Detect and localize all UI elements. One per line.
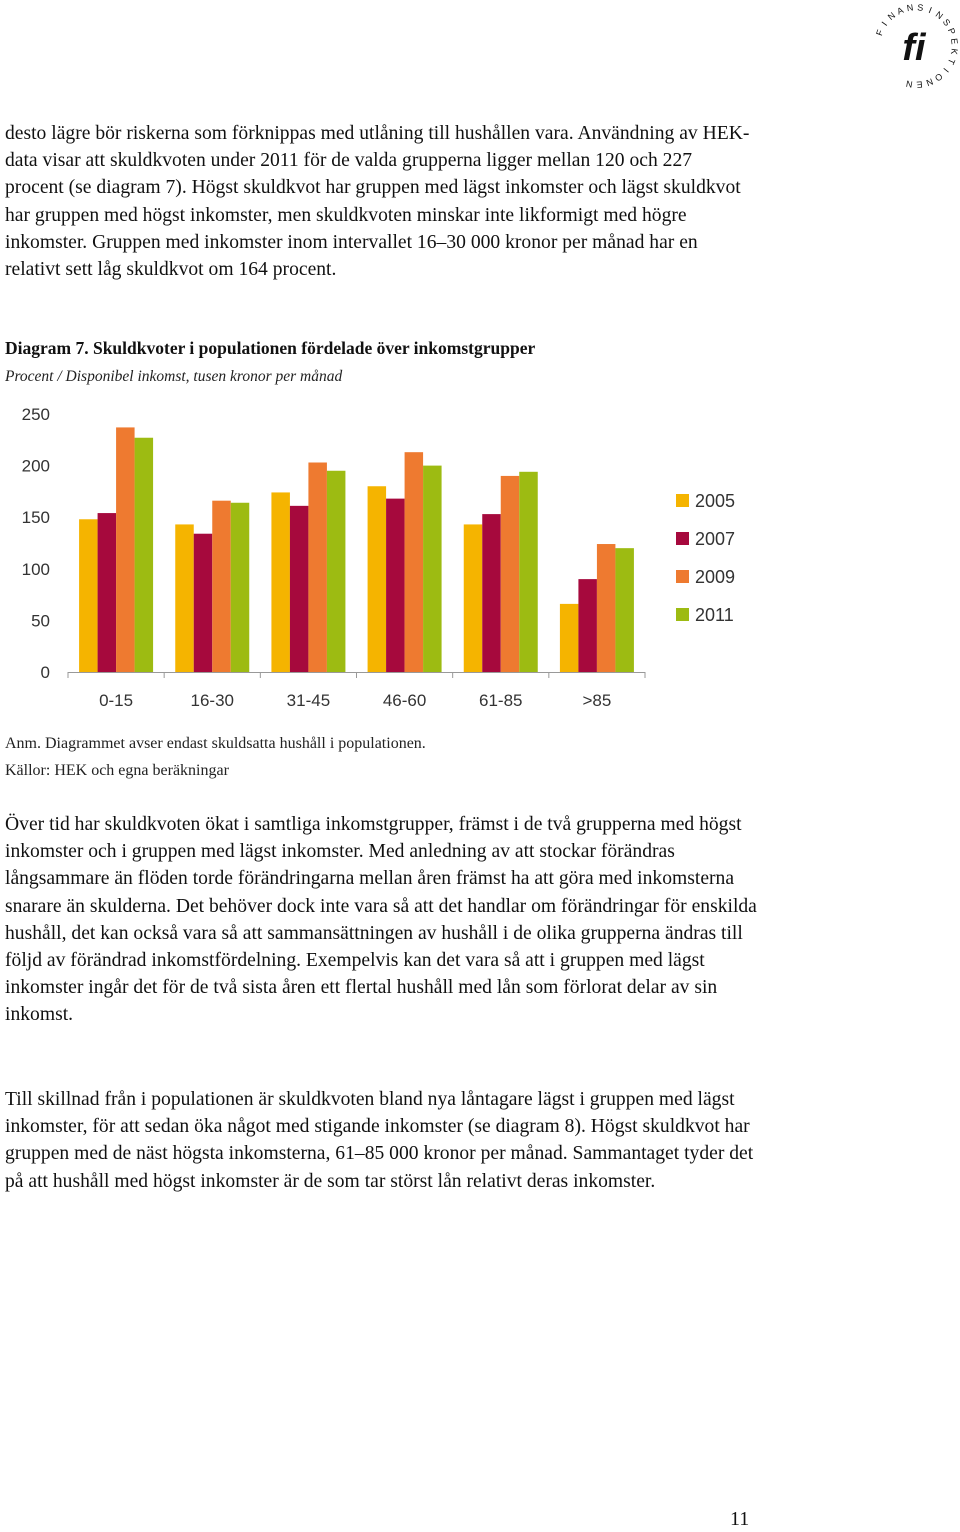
logo-fi-mark: fi: [902, 27, 926, 69]
bar: [135, 438, 154, 672]
diagram-source: Källor: HEK och egna beräkningar: [5, 762, 229, 779]
logo-letter: N: [924, 76, 935, 88]
bar: [423, 466, 442, 672]
diagram-note: Anm. Diagrammet avser endast skuldsatta hushåll i populationen.: [5, 735, 426, 752]
bar: [560, 604, 579, 672]
logo-letter: N: [905, 78, 914, 90]
bar: [327, 471, 346, 672]
legend-label: 2007: [695, 529, 736, 549]
bar: [368, 486, 387, 672]
bar: [212, 501, 231, 672]
bar: [308, 463, 327, 672]
paragraph-over-time: Över tid har skuldkvoten ökat i samtliga inkomstgrupper, främst i de två grupperna med högst inkomster och i gruppen med lägst inkomster. Med anledning av att stockar förändras långsammare än flöden torde förändringarna mellan åren främst ha att göra med inkomsterna snarare än skulderna. Det behöver dock inte vara så att det handlar om förändringar för enskilda hushåll, det kan också vara så att sammansättningen av hushåll i de olika grupperna ändras till följd av förändrad inkomstfördelning. Exempelvis kan det vara så att i gruppen med lägst inkomster ingår det för de två sista åren ett flertal hushåll med lån som förlorat delar av sin inkomst.: [5, 814, 757, 1026]
bar: [464, 524, 483, 672]
paragraph-new-borrowers: Till skillnad från i populationen är skuldkvoten bland nya låntagare lägst i gruppen med lägst inkomster, för att sedan öka något med stigande inkomster (se diagram 8). Högst skuldkvot har gruppen med de näst högsta inkomsterna, 61–85 000 kronor per månad. Sammantaget tyder det på att hushåll med högst inkomster är de som tar störst lån relativt deras inkomster.: [5, 1089, 754, 1192]
logo-letter: F: [874, 28, 886, 38]
legend-swatch: [676, 494, 689, 507]
logo-letter: S: [940, 16, 953, 28]
bar: [175, 524, 194, 672]
y-tick-label: 50: [31, 611, 50, 631]
chart-svg: [0, 392, 780, 722]
logo-letter: E: [949, 37, 960, 45]
legend-swatch: [676, 570, 689, 583]
paragraph-intro: desto lägre bör riskerna som förknippas med utlåning till hushållen vara. Användning av HEK-data visar att skuldkvoten under 2011 för de valda grupperna ligger mellan 120 och 227 procent (se diagram 7). Högst skuldkvot har gruppen med lägst inkomster och lägst skuldkvot har gruppen med högst inkomster, men skuldkvoten minskar inte likformigt med högre inkomster. Gruppen med inkomster inom intervallet 16–30 000 kronor per månad har en relativt sett låg skuldkvot om 164 procent.: [5, 123, 750, 281]
bar: [615, 548, 634, 672]
x-tick-label: 0-15: [99, 691, 134, 710]
legend-swatch: [676, 532, 689, 545]
bar: [290, 506, 309, 672]
logo-letter: T: [945, 56, 958, 66]
debt-ratio-chart: [0, 392, 780, 722]
legend-label: 2011: [695, 605, 734, 625]
legend-label: 2009: [695, 567, 736, 587]
y-tick-label: 250: [21, 405, 50, 424]
logo-letter: N: [933, 9, 945, 22]
x-tick-label: 16-30: [190, 691, 234, 710]
bar: [231, 503, 250, 672]
bar: [271, 492, 290, 672]
logo-letter: I: [927, 5, 934, 16]
y-tick-label: 200: [21, 456, 50, 476]
diagram-title: Diagram 7. Skuldkvoter i populationen fördelade över inkomstgrupper: [5, 338, 536, 358]
bar: [79, 519, 98, 672]
x-tick-label: 46-60: [382, 691, 427, 710]
logo-letter: O: [932, 71, 945, 84]
bar: [578, 579, 597, 672]
y-tick-label: 100: [21, 559, 50, 579]
bar: [116, 427, 135, 672]
logo-letter: P: [945, 26, 958, 36]
logo-letter: I: [879, 19, 890, 28]
page-number: 11: [730, 1508, 750, 1530]
bar: [405, 452, 424, 672]
logo-letter: K: [948, 47, 960, 56]
bar: [501, 476, 520, 672]
finansinspektionen-logo: [872, 2, 958, 88]
logo-letter: A: [895, 4, 906, 17]
bar: [482, 514, 501, 672]
bar: [98, 513, 117, 672]
y-tick-label: 0: [40, 663, 50, 682]
bar: [519, 472, 538, 672]
logo-letter: N: [885, 10, 898, 23]
x-tick-label: 61-85: [479, 691, 523, 710]
bar: [194, 534, 213, 672]
y-tick-label: 150: [21, 508, 50, 528]
logo-letter: N: [906, 2, 915, 14]
x-tick-label: >85: [582, 691, 612, 710]
legend-label: 2005: [695, 491, 736, 511]
legend-swatch: [676, 608, 689, 621]
bar: [386, 499, 405, 672]
logo-letter: I: [941, 66, 951, 75]
x-tick-label: 31-45: [286, 691, 331, 710]
logo-letter: S: [916, 2, 924, 13]
logo-letter: E: [916, 79, 924, 90]
bar: [597, 544, 616, 672]
diagram-subtitle: Procent / Disponibel inkomst, tusen kronor per månad: [5, 368, 343, 385]
